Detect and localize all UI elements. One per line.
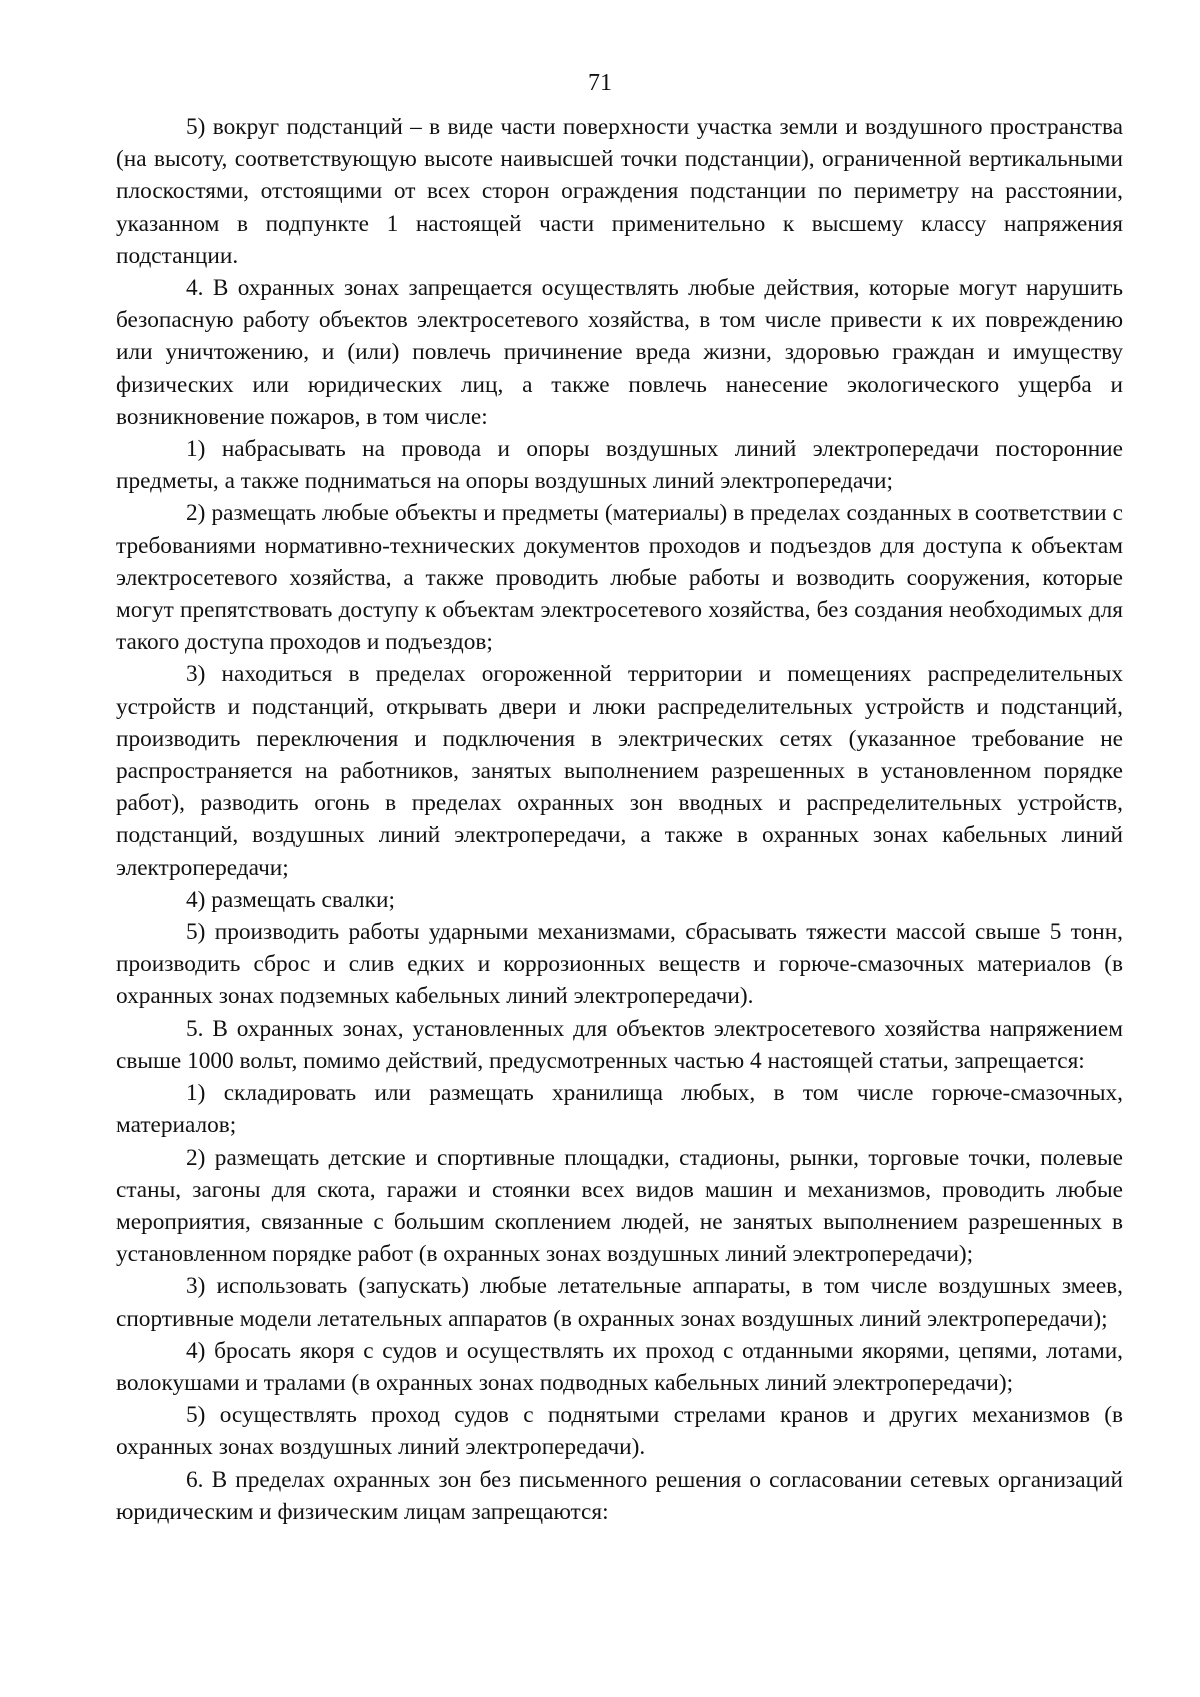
paragraph: 5) вокруг подстанций – в виде части поверхности участка земли и воздушного пространства (на высоту, соответствующую высоте наивысшей точки подстанции), ограниченной вертикальными плоскостями, отстоящими от всех сторон ограждения подстанции по периметру на расстоянии, указанном в подпункте 1 настоящей части применительно к высшему классу напряжения подстанции.: [116, 114, 1123, 269]
paragraph: 4. В охранных зонах запрещается осуществлять любые действия, которые могут нарушить безопасную работу объектов электросетевого хозяйства, в том числе привести к их повреждению или уничтожению, и (или) повлечь причинение вреда жизни, здоровью граждан и имуществу физических или юридических лиц, а также повлечь нанесение экологического ущерба и возникновение пожаров, в том числе:: [116, 275, 1123, 430]
paragraph: 5) производить работы ударными механизмами, сбрасывать тяжести массой свыше 5 тонн, производить сброс и слив едких и коррозионных веществ и горюче-смазочных материалов (в охранных зонах подземных кабельных линий электропередачи).: [116, 919, 1123, 1010]
page-number: 71: [588, 70, 612, 96]
paragraph: 5. В охранных зонах, установленных для объектов электросетевого хозяйства напряжением свыше 1000 вольт, помимо действий, предусмотренных частью 4 настоящей статьи, запрещается:: [116, 1015, 1123, 1074]
paragraph: 5) осуществлять проход судов с поднятыми стрелами кранов и других механизмов (в охранных зонах воздушных линий электропередачи).: [116, 1402, 1123, 1461]
paragraph: 3) использовать (запускать) любые летательные аппараты, в том числе воздушных змеев, спортивные модели летательных аппаратов (в охранных зонах воздушных линий электропередачи);: [116, 1273, 1123, 1332]
paragraph: 2) размещать любые объекты и предметы (материалы) в пределах созданных в соответствии с требованиями нормативно-технических документов проходов и подъездов для доступа к объектам электросетевого хозяйства, а также проводить любые работы и возводить сооружения, которые могут препятствовать доступу к объектам электросетевого хозяйства, без создания необходимых для такого доступа проходов и подъездов;: [116, 500, 1123, 656]
paragraph: 6. В пределах охранных зон без письменного решения о согласовании сетевых организаций юридическим и физическим лицам запрещаются:: [116, 1466, 1123, 1525]
paragraph: 4) бросать якоря с судов и осуществлять их проход с отданными якорями, цепями, лотами, волокушами и тралами (в охранных зонах подводных кабельных линий электропередачи);: [116, 1337, 1123, 1396]
paragraph: 1) набрасывать на провода и опоры воздушных линий электропередачи посторонние предметы, а также подниматься на опоры воздушных линий электропередачи;: [116, 436, 1123, 495]
paragraph: 2) размещать детские и спортивные площадки, стадионы, рынки, торговые точки, полевые станы, загоны для скота, гаражи и стоянки всех видов машин и механизмов, проводить любые мероприятия, связанные с большим скоплением людей, не занятых выполнением разрешенных в установленном порядке работ (в охранных зонах воздушных линий электропередачи);: [116, 1144, 1123, 1268]
paragraph: 3) находиться в пределах огороженной территории и помещениях распределительных устройств и подстанций, открывать двери и люки распределительных устройств и подстанций, производить переключения и подключения в электрических сетях (указанное требование не распространяется на работников, занятых выполнением разрешенных в установленном порядке работ), разводить огонь в пределах охранных зон вводных и распределительных устройств, подстанций, воздушных линий электропередачи, а также в охранных зонах кабельных линий электропередачи;: [116, 661, 1123, 881]
document-body: [116, 111, 1123, 1528]
paragraph: 4) размещать свалки;: [186, 886, 395, 913]
paragraph: 1) складировать или размещать хранилища любых, в том числе горюче-смазочных, материалов;: [116, 1080, 1123, 1139]
